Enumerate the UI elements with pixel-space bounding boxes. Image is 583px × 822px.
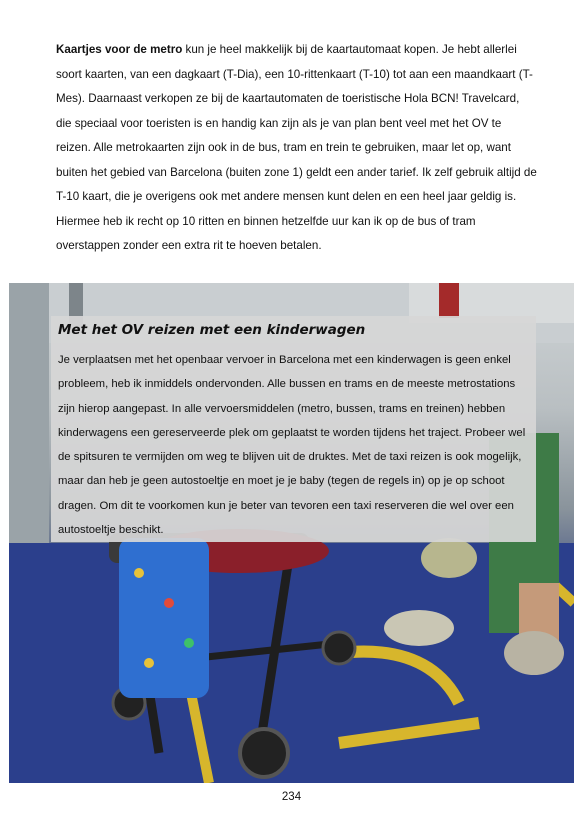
intro-text: kun je heel makkelijk bij de kaartautomaat kopen. Je hebt allerlei soort kaarten, van een dagkaart (T-Dia), een 10-rittenkaart (T-10) tot aan een maandkaart (T-Mes). Daarnaast verkopen ze bij de kaartautomaten de toeristische Hola BCN! Travelcard, die speciaal voor toeristen is en handig kan zijn als je van plan bent veel met het OV te reizen. Alle metrokaarten zijn ook in de bus, tram en trein te gebruiken, maar let op, want buiten het gebied van Barcelona (buiten zone 1) geldt een ander tarief. Ik zelf gebruik altijd de T-10 kaart, die je overigens ook met andere mensen kunt delen en een heel jaar geldig is. Hiermee heb ik recht op 10 ritten en binnen hetzelfde uur kan ik op de bus of tram overstappen zonder een extra rit te hoeven betalen. [56, 43, 537, 252]
info-box-title: Met het OV reizen met een kinderwagen [58, 322, 366, 338]
info-box-text: Je verplaatsen met het openbaar vervoer in Barcelona met een kinderwagen is geen enkel probleem, heb ik inmiddels ondervonden. Alle bussen en trams en de meeste metrostations zijn hierop aangepast. In alle vervoersmiddelen (metro, bussen, trams en treinen) hebben kinderwagens een gereserveerde plek om geplaatst te worden tijdens het traject. Probeer wel de spitsuren te vermijden om weg te blijven uit de druktes. Met de taxi reizen is ook mogelijk, maar dan heb je geen autostoeltje en moet je je baby (tegen de regels in) op je op schoot dragen. Om dit te voorkomen kun je beter van tevoren een taxi reserveren die wel over een autostoeltje beschikt. [58, 354, 526, 537]
intro-paragraph [56, 38, 538, 259]
info-box [51, 316, 536, 542]
page-number: 234 [281, 791, 302, 803]
intro-lead-bold: Kaartjes voor de metro [56, 43, 183, 56]
